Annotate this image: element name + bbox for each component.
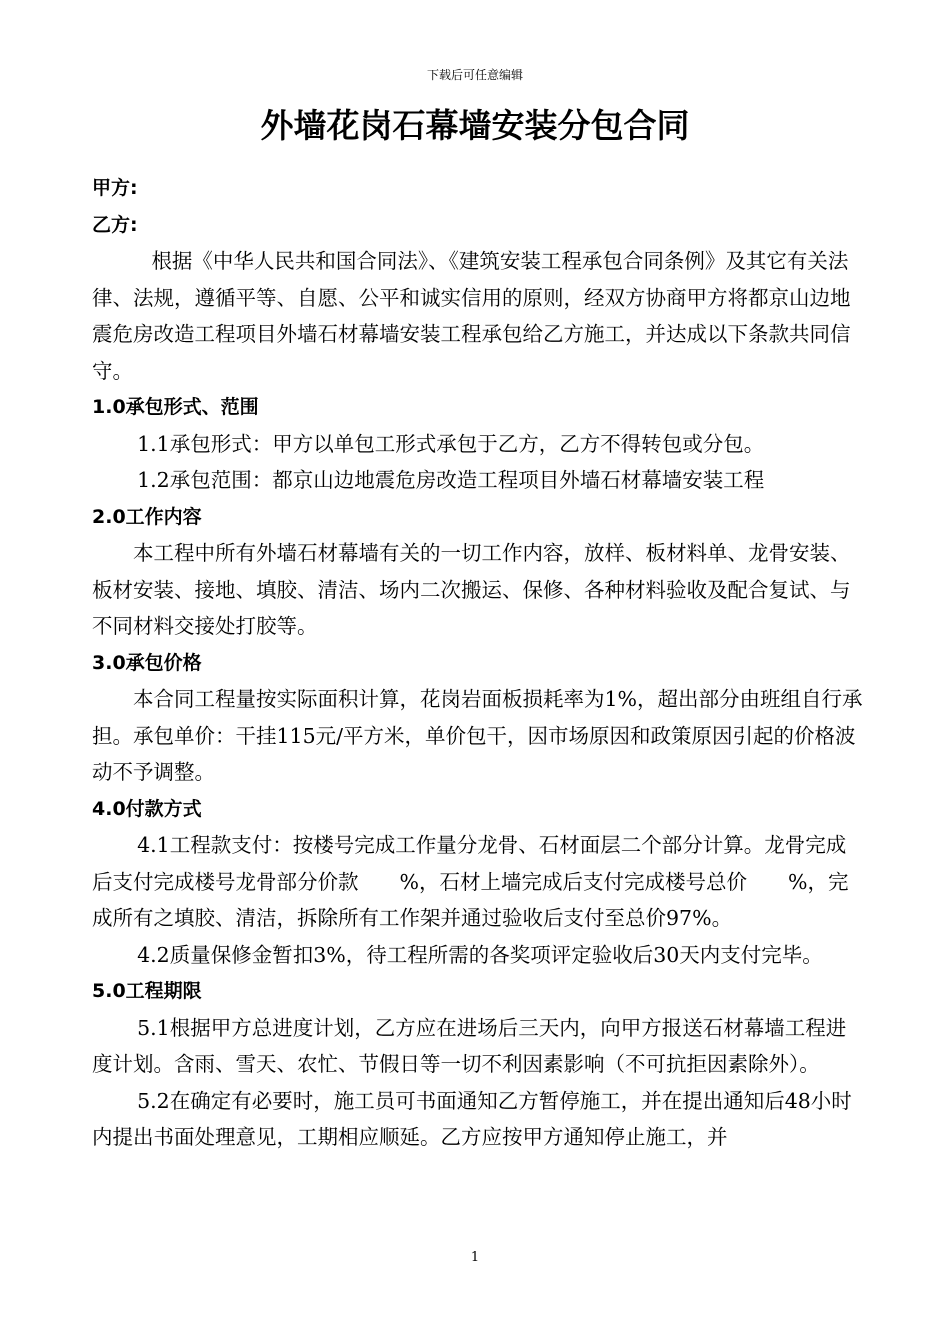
section-4-clause-2: 4.2质量保修金暂扣3%，待工程所需的各奖项评定验收后30天内支付完毕。 [137, 942, 823, 967]
section-heading-4: 4.0付款方式 [92, 797, 202, 820]
document-title: 外墙花岗石幕墙安装分包合同 [260, 106, 690, 145]
section-1-clause-1: 1.1承包形式：甲方以单包工形式承包于乙方，乙方不得转包或分包。 [137, 431, 765, 456]
party-a-label: 甲方: [92, 177, 138, 199]
section-heading-3: 3.0承包价格 [92, 651, 202, 674]
section-heading-2: 2.0工作内容 [92, 505, 202, 528]
section-4-clause-1: 4.1工程款支付：按楼号完成工作量分龙骨、石材面层二个部分计算。龙骨完成后支付完成楼号龙骨部分价款 %，石材上墙完成后支付完成楼号总价 %，完成所有之填胶、清洁，拆除所有工作架并通过验收后支付至总价97%。 [92, 833, 849, 930]
section-5-clause-1: 5.1根据甲方总进度计划，乙方应在进场后三天内，向甲方报送石材幕墙工程进度计划。含雨、雪天、农忙、节假日等一切不利因素影响（不可抗拒因素除外）。 [92, 1015, 847, 1076]
section-heading-1: 1.0承包形式、范围 [92, 396, 259, 418]
page-number: 1 [470, 1250, 480, 1265]
document-body [92, 170, 864, 1156]
section-3-paragraph: 本合同工程量按实际面积计算，花岗岩面板损耗率为1%，超出部分由班组自行承担。承包单价：干挂115元/平方米，单价包干，因市场原因和政策原因引起的价格波动不予调整。 [92, 687, 863, 784]
section-2-paragraph: 本工程中所有外墙石材幕墙有关的一切工作内容，放样、板材料单、龙骨安装、板材安装、接地、填胶、清洁、场内二次搬运、保修、各种材料验收及配合复试、与不同材料交接处打胶等。 [92, 541, 851, 638]
header-note: 下载后可任意编辑 [426, 68, 523, 82]
section-heading-5: 5.0工程期限 [92, 980, 202, 1002]
intro-paragraph: 根据《中华人民共和国合同法》、《建筑安装工程承包合同条例》及其它有关法律、法规，遵循平等、自愿、公平和诚实信用的原则，经双方协商甲方将都京山边地震危房改造工程项目外墙石材幕墙安装工程承包给乙方施工，并达成以下条款共同信守。 [92, 249, 851, 383]
section-1-clause-2: 1.2承包范围：都京山边地震危房改造工程项目外墙石材幕墙安装工程 [137, 468, 765, 492]
section-5-clause-2: 5.2在确定有必要时，施工员可书面通知乙方暂停施工，并在提出通知后48小时内提出书面处理意见，工期相应顺延。乙方应按甲方通知停止施工，并 [92, 1088, 852, 1149]
party-b-label: 乙方: [92, 213, 138, 236]
